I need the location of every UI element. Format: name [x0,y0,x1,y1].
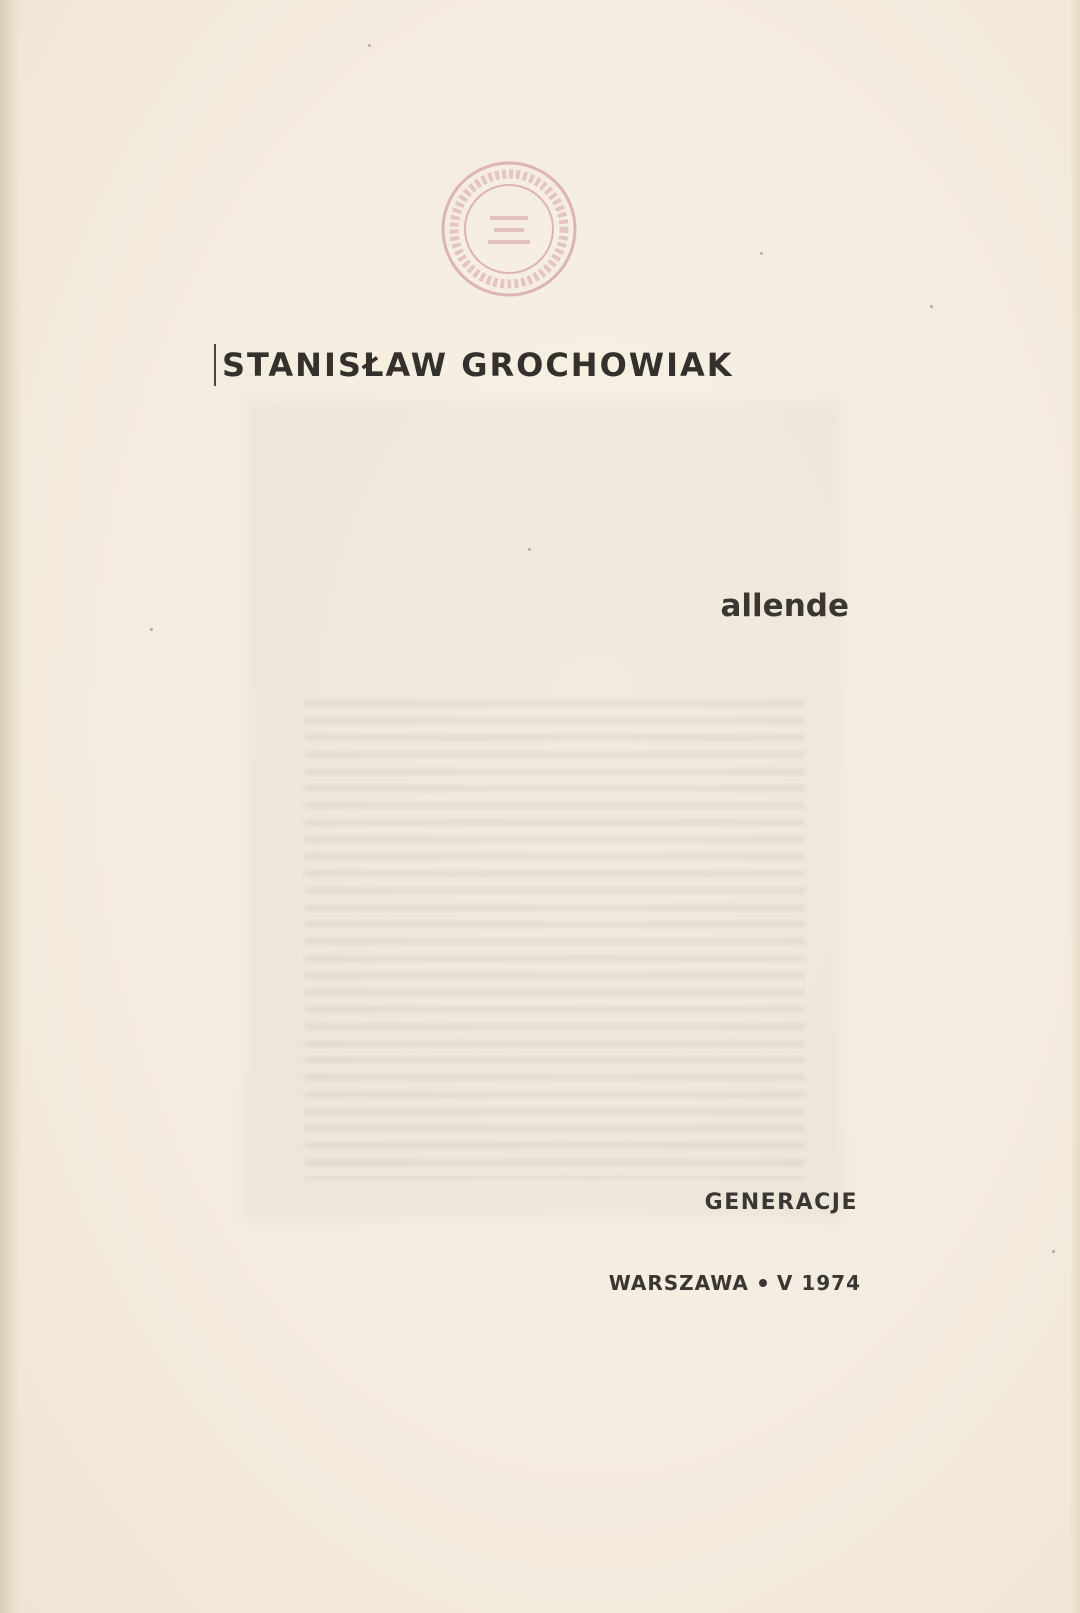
author-name: STANISŁAW GROCHOWIAK [222,346,734,384]
paper-speck [760,252,763,255]
paper-speck [368,44,371,47]
paper-speck [150,628,153,631]
book-title: allende [720,588,849,624]
paper-speck [1052,1250,1055,1253]
binding-shadow [0,0,22,1613]
pen-mark [214,344,216,386]
show-through-text [305,700,805,1180]
bullet-separator-icon [759,1279,767,1287]
paper-speck [528,548,531,551]
page-edge [1070,0,1080,1613]
imprint-line [609,1271,861,1295]
publication-place: WARSZAWA [608,1271,749,1295]
publisher-name: GENERACJE [704,1190,858,1215]
paper-speck [930,305,933,308]
publication-date: V 1974 [776,1271,861,1295]
library-stamp-icon [438,158,580,300]
